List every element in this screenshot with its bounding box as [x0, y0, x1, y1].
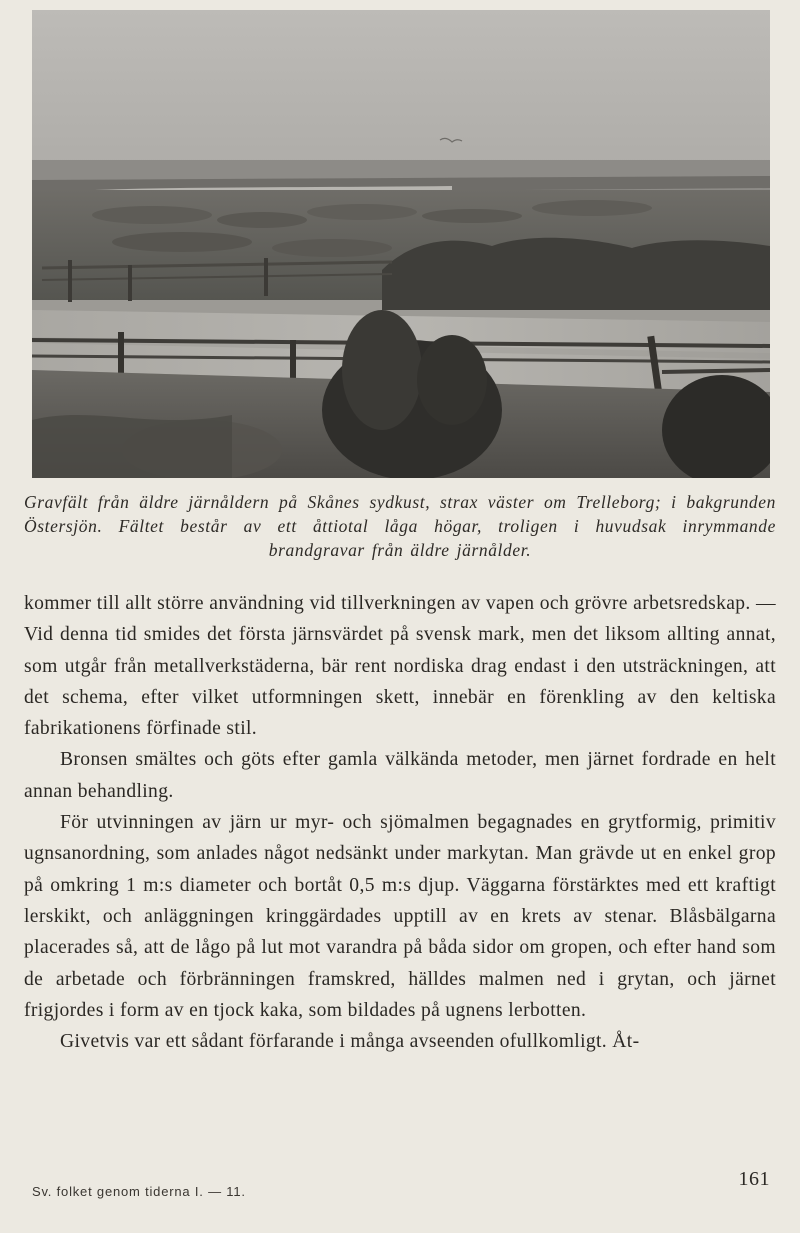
body-text	[24, 588, 776, 1057]
photo-caption	[24, 490, 776, 562]
footer-signature: Sv. folket genom tiderna I. — 11.	[32, 1184, 246, 1199]
paragraph-2: Bronsen smältes och göts efter gamla välkända metoder, men järnet fordrade en helt annan behandling.	[24, 749, 776, 802]
paragraph-1: kommer till allt större användning vid tillverkningen av vapen och grövre arbetsredskap. — Vid denna tid smides det första järnsvärdet på svensk mark, men det liksom allting annat, som utgår från metallverkstäderna, bär rent nordiska drag endast i den utsträckningen, att det schema, efter vilket utformningen skett, innebär en förenkling av den keltiska fabrikationens förfinade stil.	[24, 593, 776, 740]
paragraph-4: Givetvis var ett sådant förfarande i många avseenden ofullkomligt. Åt-	[60, 1031, 640, 1053]
caption-text: Gravfält från äldre järnåldern på Skånes sydkust, strax väster om Trelleborg; i bakgrunden Östersjön. Fältet består av ett åttiotal låga högar, troligen i huvudsak inrymmande brandgravar från äldre järnålder.	[24, 492, 776, 560]
photograph-burial-field	[32, 10, 770, 478]
landscape-photo	[32, 10, 770, 478]
paragraph-3: För utvinningen av järn ur myr- och sjömalmen begagnades en grytformig, primitiv ugnsanordning, som anlades något nedsänkt under markytan. Man grävde ut en enkel grop på omkring 1 m:s diameter och bortåt 0,5 m:s djup. Väggarna förstärktes med ett kraftigt lerskikt, och anläggningen kringgärdades upptill av en krets av stenar. Blåsbälgarna placerades så, att de lågo på lut mot varandra på båda sidor om gropen, och efter hand som de arbetade och förbränningen framskred, hälldes malmen ned i grytan, och järnet frigjordes i form av en tjock kaka, som bildades på ugnens lerbotten.	[24, 812, 776, 1021]
page-number: 161	[738, 1168, 770, 1190]
